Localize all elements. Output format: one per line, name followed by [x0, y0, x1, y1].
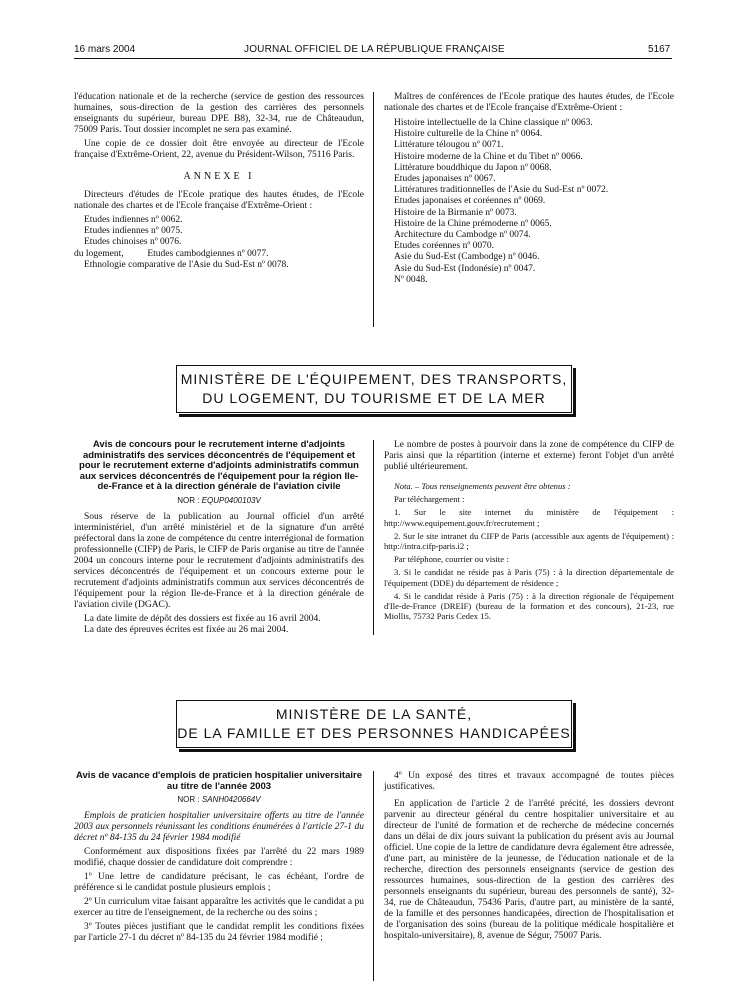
column-divider [373, 771, 374, 981]
annex-item: Etudes indiennes nº 0062. [84, 215, 183, 225]
avis-concours-right-column [384, 440, 674, 624]
maitres-item: Etudes coréennes nº 0070. [394, 241, 495, 252]
nor-code: EQUP0400103V [201, 495, 261, 505]
column-divider [373, 440, 374, 635]
avis-vacance-nor [74, 794, 364, 805]
avis-vacance-italic-intro: Emplois de praticien hospitalier universitaire offerts au titre de l'année 2003 aux personnels réunissant les conditions énumérées à l'article 27-1 du décret nº 84-135 du 24 février 1984 modifié [74, 811, 364, 843]
avis-concours-paragraph: Sous réserve de la publication au Journal officiel d'un arrêté interministériel, d'un arrêté ministériel et de la signature d'un arrêté préfectoral dans la zone de compétence du centre interrégional de formation professionnelle (CIFP) de Paris, le CIFP de Paris organise au titre de l'année 2004 un concours interne pour le recrutement d'adjoints administratifs des services déconcentrés de l'équipement et un concours externe pour le recrutement d'adjoints administratifs commun aux services déconcentrés de l'équipement pour la région Ile-de-France et à la direction générale de l'aviation civile (DGAC). [74, 511, 364, 610]
nota-line: 1. Sur le site internet du ministère de l'équipement : http://www.equipement.gouv.fr/recrutement ; [384, 507, 674, 528]
avis-vacance-right-column [384, 771, 674, 945]
maitres-item: Architecture du Cambodge nº 0074. [394, 230, 531, 241]
nota-line: Par téléchargement : [394, 494, 465, 505]
annex-item: Etudes chinoises nº 0076. [84, 237, 182, 248]
annex-title: ANNEXE I [183, 171, 255, 182]
avis-concours-paragraph: La date limite de dépôt des dossiers est fixée au 16 avril 2004. [84, 613, 321, 624]
maitres-item: Nº 0048. [394, 274, 428, 285]
ministry-sante-box [176, 700, 572, 748]
maitres-item: Littératures traditionnelles de l'Asie du Sud-Est nº 0072. [394, 185, 609, 196]
annex-intro: Directeurs d'études de l'Ecole pratique des hautes études, de l'Ecole nationale des chartes et de l'Ecole française d'Extrême-Orient : [74, 190, 364, 211]
avis-vacance-paragraph: 3º Toutes pièces justifiant que le candidat remplit les conditions fixées par l'article 27-1 du décret nº 84-135 du 24 février 1984 modifié ; [74, 922, 364, 943]
header-page-number: 5167 [648, 44, 671, 55]
maitres-item: Asie du Sud-Est (Cambodge) nº 0046. [394, 252, 540, 263]
avis-concours-right-paragraph: Le nombre de postes à pourvoir dans la zone de compétence du CIFP de Paris ainsi que la répartition (interne et externe) feront l'objet d'un arrêté publié ultérieurement. [384, 440, 674, 472]
maitres-item: Histoire moderne de la Chine et du Tibet nº 0066. [394, 151, 583, 162]
avis-concours-paragraph: La date des épreuves écrites est fixée au 26 mai 2004. [84, 624, 289, 635]
maitres-item: Littérature télougou nº 0071. [394, 140, 504, 151]
nor-label: NOR : [177, 795, 200, 804]
nota-block [384, 481, 674, 621]
section1-left-paragraph-2: Une copie de ce dossier doit être envoyée au directeur de l'Ecole française d'Extrême-Orient, 22, avenue du Président-Wilson, 75116 Paris. [74, 139, 364, 160]
maitres-item: Etudes japonaises et coréennes nº 0069. [394, 196, 546, 207]
nota-line: 4. Si le candidat réside à Paris (75) : à la direction régionale de l'équipement d'Ile-de-France (DREIF) (bureau de la formation et des concours), 21-23, rue Miollis, 75732 Paris Cedex 15. [384, 590, 674, 622]
nota-line: Par téléphone, courrier ou visite : [394, 554, 509, 565]
section1-right-column [384, 92, 674, 286]
maitres-item: Histoire culturelle de la Chine nº 0064. [394, 129, 543, 140]
annex-list [74, 215, 364, 271]
avis-vacance-left-column [74, 771, 364, 947]
header-journal-title: JOURNAL OFFICIEL DE LA RÉPUBLIQUE FRANÇAISE [244, 44, 505, 55]
section1-left-paragraph-1: l'éducation nationale et de la recherche (service de gestion des ressources humaines, sous-direction de la gestion des carrières des personnels enseignants du supérieur, bureau DPE B8), 32-34, rue de Châteaudun, 75009 Paris. Tout dossier incomplet ne sera pas examiné. [74, 92, 364, 135]
maitres-list [384, 118, 674, 286]
maitres-item: Etudes japonaises nº 0067. [394, 174, 496, 185]
header-date: 16 mars 2004 [74, 44, 136, 55]
ministry-equipement-line-2: DU LOGEMENT, DU TOURISME ET DE LA MER [202, 390, 546, 406]
avis-vacance-right-paragraph: En application de l'article 2 de l'arrêté précité, les dossiers devront parvenir au directeur général du centre hospitalier universitaire et au directeur de l'unité de formation et de recherche de médecine concernés dans un délai de dix jours suivant la publication du présent avis au Journal officiel. Une copie de la lettre de candidature devra également être adressée, d'une part, au ministère de la jeunesse, de l'éducation nationale et de la recherche, direction des personnels enseignants (service de gestion des ressources humaines, sous-direction de la gestion des carrières des personnels enseignants du supérieur, bureau des personnels de santé), 32-34, rue de Châteaudun, 75436 Paris, d'autre part, au ministère de la santé, de la famille et des personnes handicapées, direction de l'hospitalisation et de l'organisation des soins (bureau de la politique médicale hospitalière et hospitalo-universitaire), 8, avenue de Ségur, 75007 Paris. [384, 799, 674, 941]
ministry-equipement-line-1: MINISTÈRE DE L'ÉQUIPEMENT, DES TRANSPORTS, [180, 371, 568, 387]
section1-right-intro: Maîtres de conférences de l'Ecole pratique des hautes études, de l'Ecole nationale des chartes et de l'Ecole française d'Extrême-Orient : [384, 92, 674, 113]
annex-item: Ethnologie comparative de l'Asie du Sud-Est nº 0078. [84, 259, 289, 270]
maitres-item: Asie du Sud-Est (Indonésie) nº 0047. [394, 263, 536, 274]
nor-code: SANH0420664V [201, 795, 261, 804]
ministry-sante-line-1: MINISTÈRE DE LA SANTÉ, [275, 706, 473, 722]
section1-left-column [74, 92, 364, 271]
avis-concours-title: Avis de concours pour le recrutement interne d'adjoints administratifs des services déconcentrés de l'équipement et pour le recrutement externe d'adjoints administratifs commun aux services déconcentrés de l'équipement pour la région Ile-de-France et à la direction générale de l'aviation civile [79, 439, 359, 492]
avis-concours-left-column [74, 440, 364, 639]
maitres-item: Littérature bouddhique du Japon nº 0068. [394, 162, 552, 173]
avis-vacance-paragraph: 1º Une lettre de candidature précisant, le cas échéant, l'ordre de préférence si le candidat postule plusieurs emplois ; [74, 872, 364, 893]
ministry-equipement-box [176, 365, 572, 413]
nota-line: 2. Sur le site intranet du CIFP de Paris (accessible aux agents de l'équipement) : http://intra.cifp-paris.i2 ; [384, 530, 674, 552]
maitres-item: Histoire intellectuelle de la Chine classique nº 0063. [394, 118, 593, 128]
avis-vacance-paragraph: 2º Un curriculum vitae faisant apparaître les activités que le candidat a pu exercer au titre de l'enseignement, de la recherche ou des soins ; [74, 897, 364, 918]
avis-vacance-title: Avis de vacance d'emplois de praticien hospitalier universitaire au titre de l'année 2003 [76, 770, 362, 792]
header-rule [74, 58, 672, 59]
nota-line: 3. Si le candidat ne réside pas à Paris (75) : à la direction départementale de l'équipement (DDE) du département de résidence ; [384, 567, 674, 588]
nor-label: NOR : [177, 495, 200, 505]
annex-item: Etudes indiennes nº 0075. [84, 226, 183, 237]
maitres-item: Histoire de la Birmanie nº 0073. [394, 207, 517, 218]
maitres-item: Histoire de la Chine prémoderne nº 0065. [394, 218, 552, 229]
nota-heading: Nota. – Tous renseignements peuvent être obtenus : [394, 481, 571, 491]
avis-vacance-paragraph: Conformément aux dispositions fixées par l'arrêté du 22 mars 1989 modifié, chaque dossier de candidature doit comprendre : [74, 847, 364, 868]
avis-vacance-right-paragraph: 4º Un exposé des titres et travaux accompagné de toutes pièces justificatives. [384, 771, 674, 792]
avis-concours-nor [74, 495, 364, 506]
ministry-sante-line-2: DE LA FAMILLE ET DES PERSONNES HANDICAPÉES [177, 725, 571, 741]
annex-item: du logement, Etudes cambodgiennes nº 0077. [74, 248, 269, 259]
column-divider [373, 92, 374, 327]
